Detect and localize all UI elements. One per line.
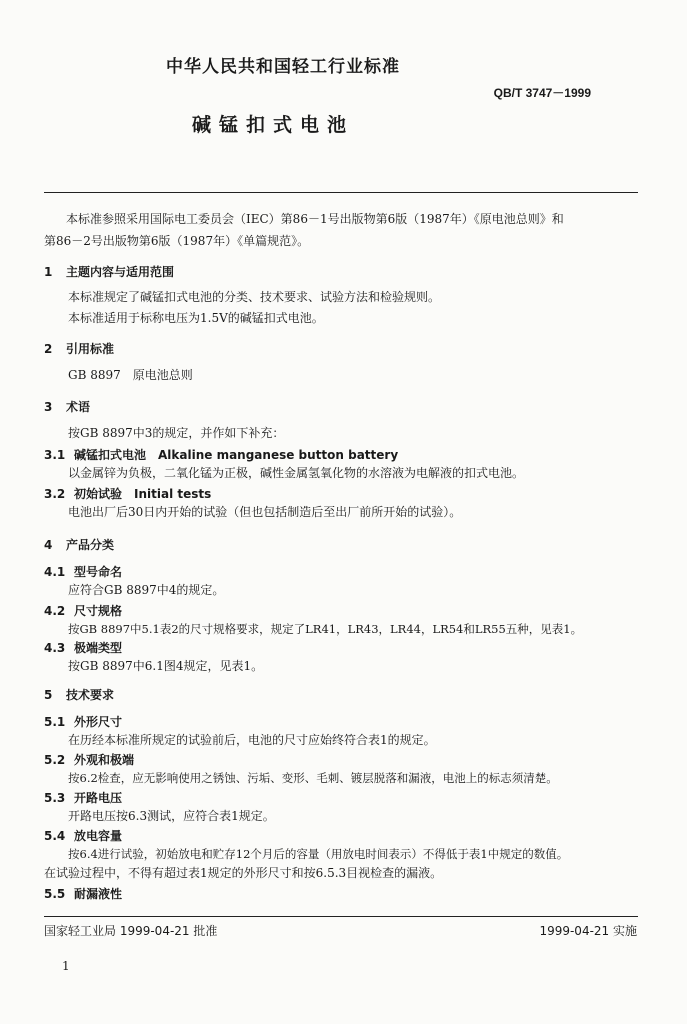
section-5-heading: 5 技术要求 [44,688,115,702]
section-5-2-line-1: 按6.2检查，应无影响使用之锈蚀、污垢、变形、毛刺、镀层脱落和漏液，电池上的标志须清楚。 [68,771,558,785]
section-3-2-heading: 3.2 初始试验 Initial tests [44,487,212,501]
footer-rule [44,916,638,917]
page-number: 1 [62,959,70,973]
section-5-1-line-1: 在历经本标准所规定的试验前后，电池的尺寸应始终符合表1的规定。 [68,733,436,747]
document-title: 碱锰扣式电池 [192,114,355,136]
section-4-2-heading: 4.2 尺寸规格 [44,604,123,618]
intro-line-2: 第86－2号出版物第6版（1987年）《单篇规范》。 [44,234,310,248]
approval-date: 国家轻工业局 1999-04-21 批准 [44,924,218,938]
effective-date: 1999-04-21 实施 [539,924,637,938]
section-5-3-heading: 5.3 开路电压 [44,791,123,805]
section-5-3-line-1: 开路电压按6.3测试，应符合表1规定。 [68,809,275,823]
section-4-2-line-1: 按GB 8897中5.1表2的尺寸规格要求，规定了LR41，LR43，LR44，LR54和LR55五种，见表1。 [68,622,583,636]
section-2-heading: 2 引用标准 [44,342,115,356]
section-1-line-1: 本标准规定了碱锰扣式电池的分类、技术要求、试验方法和检验规则。 [68,290,441,304]
section-5-4-heading: 5.4 放电容量 [44,829,123,843]
section-3-line-1: 按GB 8897中3的规定，并作如下补充： [68,426,285,440]
section-4-3-line-1: 按GB 8897中6.1图4规定，见表1。 [68,659,264,673]
section-5-5-heading: 5.5 耐漏液性 [44,887,123,901]
section-3-2-line-1: 电池出厂后30日内开始的试验（但也包括制造后至出厂前所开始的试验）。 [68,505,462,519]
section-2-line-1: GB 8897 原电池总则 [68,368,193,382]
section-5-4-line-2: 在试验过程中，不得有超过表1规定的外形尺寸和按6.5.3目视检查的漏液。 [44,866,443,880]
section-1-heading: 1 主题内容与适用范围 [44,265,175,279]
standard-code: QB/T 3747－1999 [493,86,591,100]
top-rule [44,192,638,193]
section-3-1-line-1: 以金属锌为负极，二氧化锰为正极，碱性金属氢氧化物的水溶液为电解液的扣式电池。 [68,466,525,480]
section-4-heading: 4 产品分类 [44,538,115,552]
section-5-4-line-1: 按6.4进行试验，初始放电和贮存12个月后的容量（用放电时间表示）不得低于表1中规定的数值。 [68,847,569,861]
section-5-2-heading: 5.2 外观和极端 [44,753,135,767]
section-5-1-heading: 5.1 外形尺寸 [44,715,123,729]
section-4-1-line-1: 应符合GB 8897中4的规定。 [68,583,225,597]
intro-line-1: 本标准参照采用国际电工委员会（IEC）第86－1号出版物第6版（1987年）《原电池总则》和 [66,212,564,226]
section-4-3-heading: 4.3 极端类型 [44,641,123,655]
standard-org-title: 中华人民共和国轻工行业标准 [166,57,400,77]
section-1-line-2: 本标准适用于标称电压为1.5V的碱锰扣式电池。 [68,311,324,325]
section-4-1-heading: 4.1 型号命名 [44,565,123,579]
section-3-heading: 3 术语 [44,400,91,414]
section-3-1-heading: 3.1 碱锰扣式电池 Alkaline manganese button battery [44,448,399,462]
